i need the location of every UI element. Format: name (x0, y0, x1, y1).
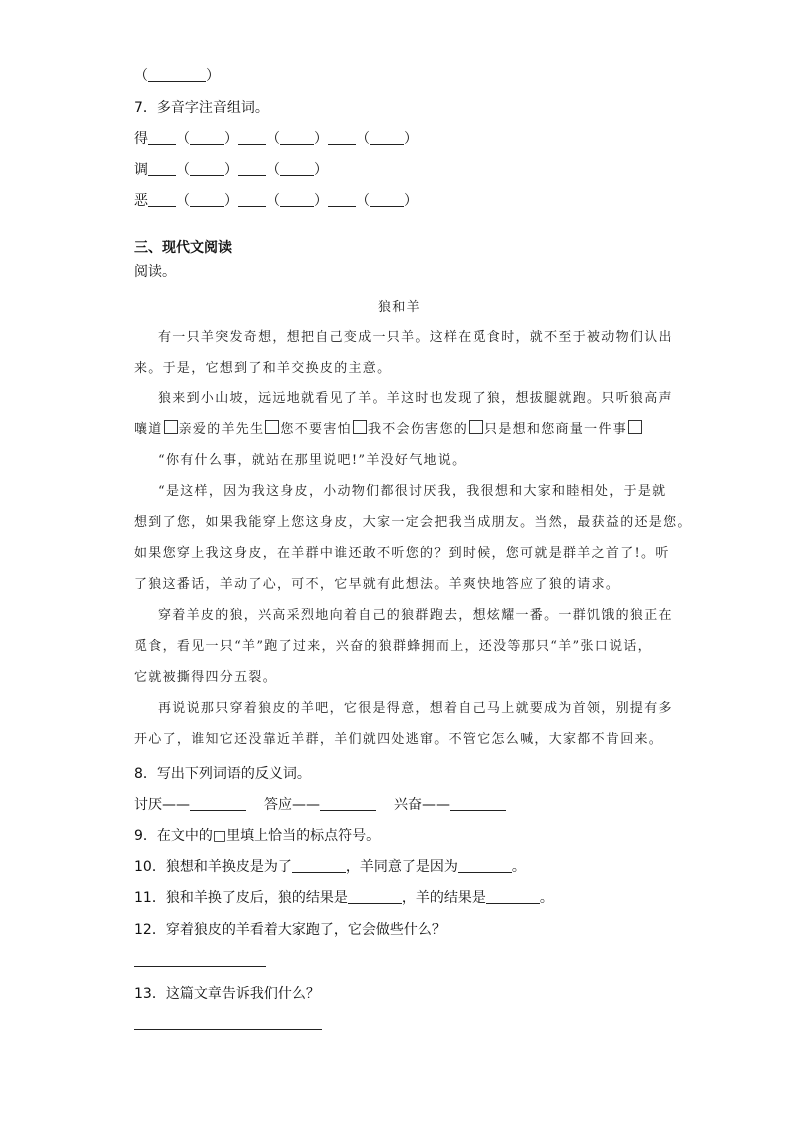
q13-answer-line[interactable] (134, 1029, 322, 1030)
antonym-blank[interactable] (190, 796, 246, 811)
pinyin-blank[interactable] (280, 161, 314, 176)
word-blank[interactable] (238, 130, 266, 145)
word-blank[interactable] (148, 130, 176, 145)
polyphone-char: 恶 (134, 193, 148, 209)
q12-title: 12．穿着狼皮的羊看着大家跑了，它会做些什么？ (134, 922, 446, 938)
antonym-blank[interactable] (320, 796, 376, 811)
q12-answer-line[interactable] (134, 966, 266, 967)
pinyin-blank[interactable] (280, 192, 314, 207)
passage-line: 如果您穿上我这身皮，在羊群中谁还敢不听您的？到时候，您可就是群羊之首了!。听 (134, 546, 670, 561)
pinyin-blank[interactable] (280, 130, 314, 145)
passage-line: 它就被撕得四分五裂。 (134, 670, 278, 685)
passage-line: 了狼这番话，羊动了心，可不，它早就有此想法。羊爽快地答应了狼的请求。 (134, 577, 621, 592)
passage-title: 狼和羊 (378, 300, 421, 315)
word-blank[interactable] (238, 161, 266, 176)
passage-line: 穿着羊皮的狼，兴高采烈地向着自己的狼群跑去，想炫耀一番。一群饥饿的狼正在 (158, 608, 673, 623)
punctuation-box[interactable] (628, 420, 642, 434)
punctuation-box[interactable] (265, 420, 279, 434)
section-title: 三、现代文阅读 (134, 240, 232, 256)
passage-line-with-boxes: 嚷道 亲爱的羊先生 您不要害怕 我不会伤害您的 只是想和您商量一件事 (134, 420, 643, 440)
word-blank[interactable] (148, 161, 176, 176)
q6-answer-blank-line (134, 66, 220, 86)
answer-blank[interactable] (348, 889, 402, 904)
polyphone-char: 调 (134, 162, 148, 178)
punctuation-box[interactable] (469, 420, 483, 434)
pinyin-blank[interactable] (190, 130, 224, 145)
passage-line: 再说说那只穿着狼皮的羊吧，它很是得意，想着自己马上就要成为首领，别提有多 (158, 701, 673, 716)
word-blank[interactable] (238, 192, 266, 207)
word-blank[interactable] (328, 192, 356, 207)
punctuation-box[interactable] (164, 420, 178, 434)
q11-row: 11．狼和羊换了皮后，狼的结果是 ，羊的结果是 。 (134, 890, 554, 906)
paren-open: （ (134, 68, 148, 84)
passage-line: 有一只羊突发奇想，想把自己变成一只羊。这样在觅食时，就不至于被动物们认出 (158, 330, 673, 345)
passage-line: “是这样，因为我这身皮，小动物们都很讨厌我，我很想和大家和睦相处，于是就 (158, 484, 667, 499)
answer-blank[interactable] (458, 858, 512, 873)
passage-line: 狼来到小山坡，远远地就看见了羊。羊这时也发现了狼，想拔腿就跑。只听狼高声 (158, 391, 673, 406)
passage-line: 来。于是，它想到了和羊交换皮的主意。 (134, 361, 392, 376)
q7-row-3: 恶 （ ） （ ） （ ） (134, 193, 418, 209)
passage-line: 开心了，谁知它还没靠近羊群，羊们就四处逃窜。不管它怎么喊，大家都不肯回来。 (134, 732, 664, 747)
punctuation-box[interactable] (353, 420, 367, 434)
passage-line: 想到了您，如果我能穿上您这身皮，大家一定会把我当成朋友。当然，最获益的还是您。 (134, 515, 692, 530)
q10-row: 10．狼想和羊换皮是为了 ，羊同意了是因为 。 (134, 859, 526, 875)
q7-row-2: 调 （ ） （ ） (134, 162, 328, 178)
q8-answer-row: 讨厌—— 答应—— 兴奋—— (134, 795, 506, 815)
passage-line: “你有什么事，就站在那里说吧!”羊没好气地说。 (158, 453, 467, 468)
answer-blank[interactable] (292, 858, 346, 873)
word-blank[interactable] (148, 192, 176, 207)
answer-blank[interactable] (148, 67, 206, 82)
q8-title: 8．写出下列词语的反义词。 (134, 766, 311, 782)
q7-title: 7．多音字注音组词。 (134, 100, 269, 116)
word-blank[interactable] (328, 130, 356, 145)
polyphone-char: 得 (134, 131, 148, 147)
pinyin-blank[interactable] (370, 130, 404, 145)
q7-row-1: 得 （ ） （ ） （ ） (134, 131, 418, 147)
q13-title: 13．这篇文章告诉我们什么？ (134, 986, 320, 1002)
answer-blank[interactable] (486, 889, 540, 904)
pinyin-blank[interactable] (370, 192, 404, 207)
pinyin-blank[interactable] (190, 192, 224, 207)
pinyin-blank[interactable] (190, 161, 224, 176)
passage-line: 觅食，看见一只“羊”跑了过来，兴奋的狼群蜂拥而上，还没等那只“羊”张口说话， (134, 639, 652, 654)
section-intro: 阅读。 (134, 264, 176, 280)
antonym-blank[interactable] (450, 796, 506, 811)
q9-title: 9．在文中的□里填上恰当的标点符号。 (134, 828, 381, 844)
paren-close: ） (206, 68, 220, 84)
